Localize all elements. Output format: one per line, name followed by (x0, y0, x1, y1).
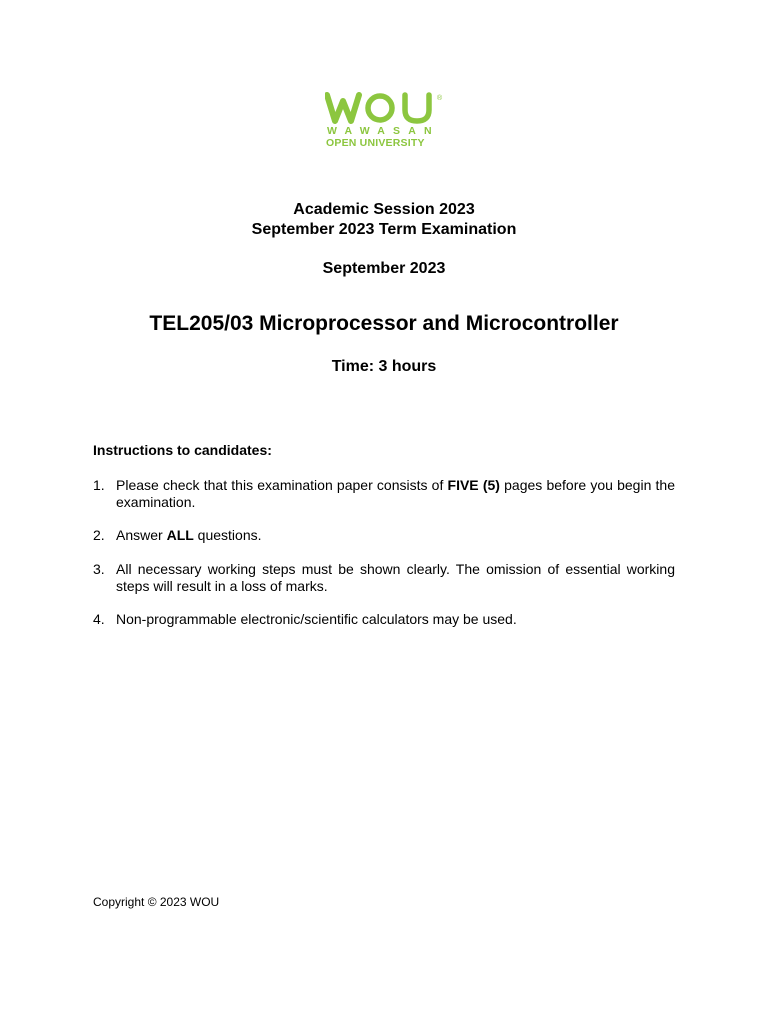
instruction-number: 4. (93, 611, 105, 627)
exam-month: September 2023 (322, 260, 446, 277)
instruction-text: Non-programmable electronic/scientific calculators may be used. (116, 611, 517, 627)
exam-duration: Time: 3 hours (331, 358, 437, 375)
instruction-number: 3. (93, 561, 105, 577)
academic-session: Academic Session 2023 (293, 201, 475, 218)
course-title: TEL205/03 Microprocessor and Microcontroller (149, 312, 619, 335)
logo-text-wawasan: WAWASAN (327, 125, 440, 137)
instruction-text: All necessary working steps must be shown clearly. The omission of essential working steps will result in a loss of marks. (116, 561, 675, 594)
instruction-number: 1. (93, 477, 105, 493)
copyright-notice: Copyright © 2023 WOU (93, 895, 220, 909)
wou-logo (325, 92, 450, 150)
registered-mark: ® (437, 95, 443, 102)
logo-letter-u (405, 95, 429, 121)
instruction-number: 2. (93, 527, 105, 543)
term-examination: September 2023 Term Examination (251, 221, 517, 238)
instructions-heading: Instructions to candidates: (93, 442, 272, 458)
wou-wordmark-graphic (325, 92, 450, 126)
logo-letter-o (368, 96, 392, 120)
instruction-text: Please check that this examination paper consists of FIVE (5) pages before you begin the examination. (116, 477, 675, 510)
logo-text-open-university: OPEN UNIVERSITY (326, 137, 425, 149)
logo-letter-w (327, 95, 359, 121)
instruction-text: Answer ALL questions. (116, 527, 262, 543)
